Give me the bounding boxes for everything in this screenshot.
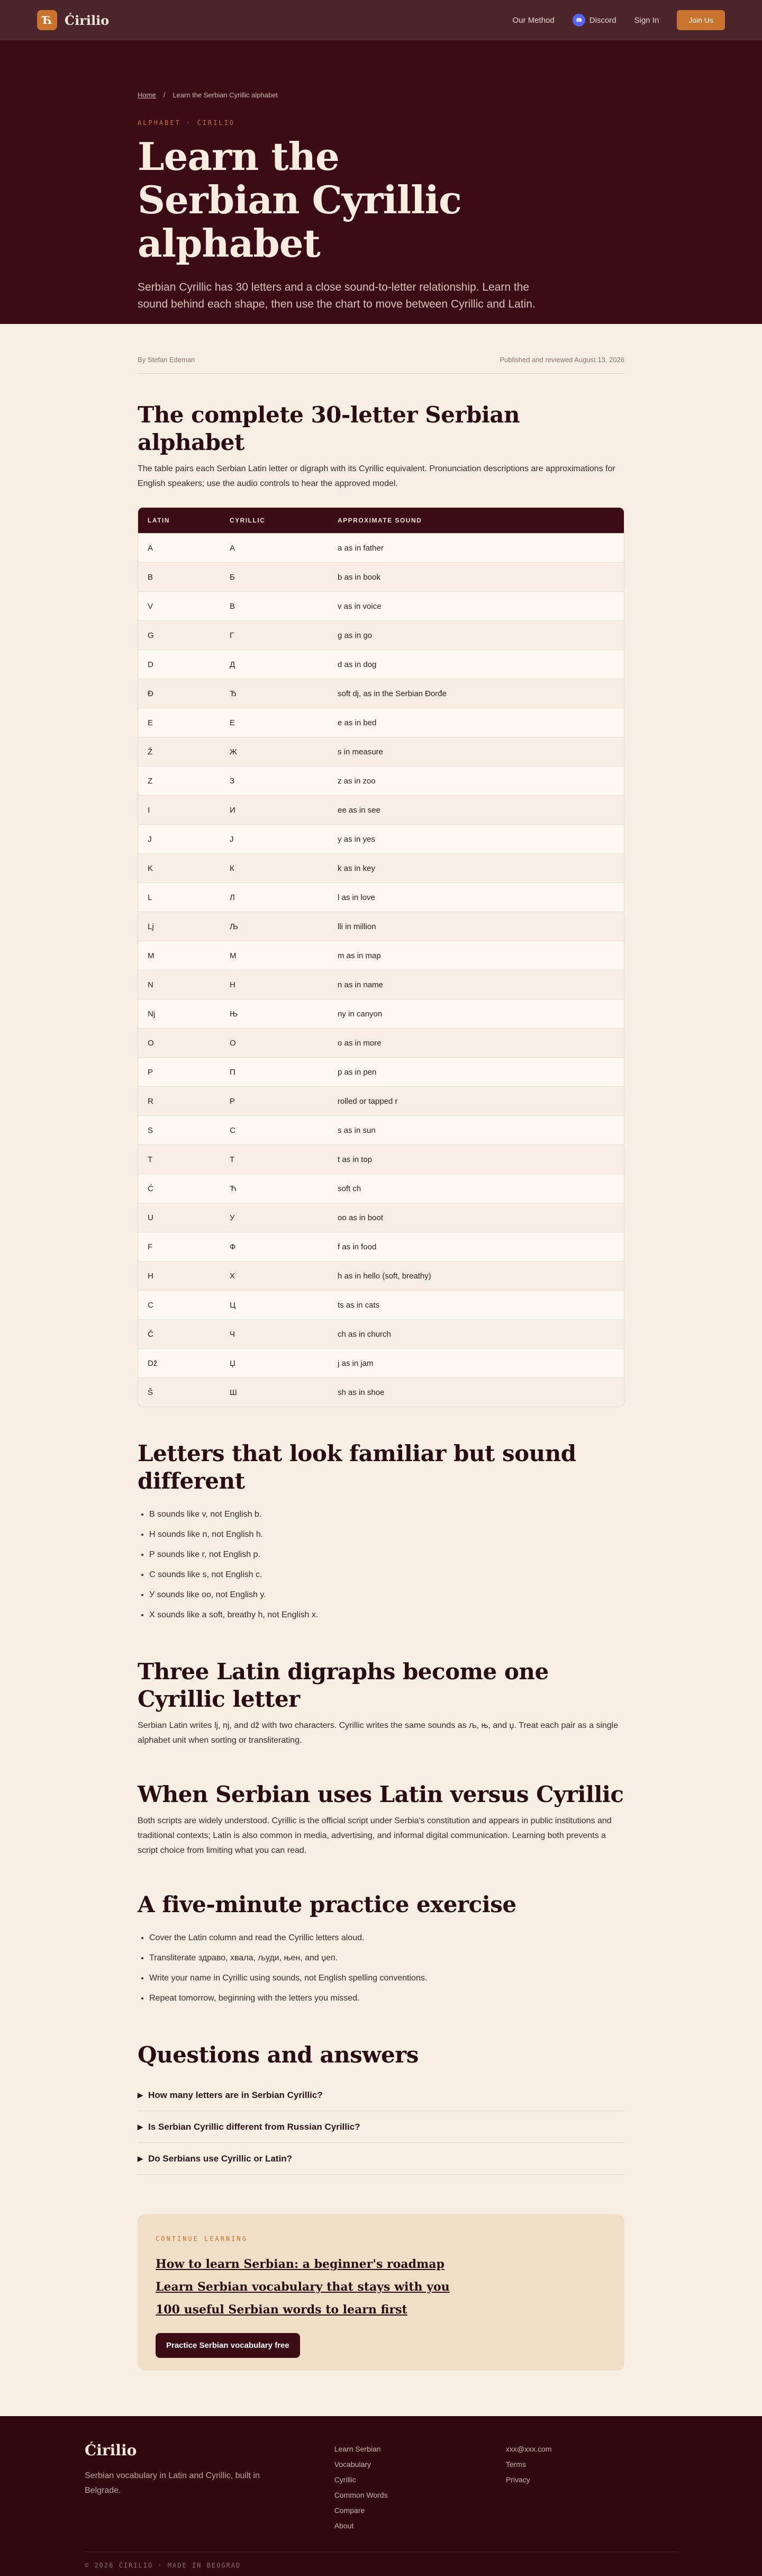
cyrillic-letter: Џ — [230, 1358, 235, 1368]
footer-links-legal — [506, 2442, 677, 2534]
table-row — [138, 708, 624, 737]
breadcrumb — [138, 91, 624, 99]
table-body — [138, 533, 624, 1407]
page-title: Learn the Serbian Cyrillic alphabet — [138, 134, 461, 266]
latin-letter: C — [148, 1300, 153, 1310]
faq-list — [138, 2079, 624, 2175]
cyrillic-letter: Ј — [230, 834, 234, 844]
approximate-sound: o as in more — [338, 1038, 382, 1048]
practice-vocabulary-button[interactable]: Practice Serbian vocabulary free — [156, 2333, 300, 2358]
published-date: Published and reviewed August 13, 2026 — [500, 356, 624, 364]
table-row — [138, 737, 624, 766]
alphabet-table — [138, 507, 624, 1407]
approximate-sound: oo as in boot — [338, 1213, 383, 1222]
cyrillic-letter: Ж — [230, 747, 237, 756]
familiar-list — [138, 1505, 624, 1625]
table-row — [138, 1203, 624, 1232]
cyrillic-letter: Ђ — [230, 689, 237, 698]
list-item: • Н sounds like n, not English h. — [149, 1525, 624, 1545]
latin-letter: T — [148, 1155, 153, 1164]
table-row — [138, 679, 624, 708]
cyrillic-letter: Е — [230, 718, 235, 727]
digraphs-text: Serbian Latin writes lj, nj, and dž with two characters. Cyrillic writes the same sounds as љ, њ, and џ. Treat each pair as a single alphabet unit when sorting or transliterating. — [138, 1721, 619, 1745]
brand-name: Ćirilio — [65, 12, 110, 28]
approximate-sound: ny in canyon — [338, 1009, 383, 1019]
usage-section — [138, 1781, 624, 1858]
footer-tagline: Serbian vocabulary in Latin and Cyrillic, built in Belgrade. — [85, 2471, 260, 2495]
latin-letter: G — [148, 631, 154, 640]
approximate-sound: soft dj, as in the Serbian Đorđe — [338, 689, 447, 698]
latin-letter: L — [148, 893, 152, 902]
nav-sign-in[interactable]: Sign In — [634, 15, 659, 25]
usage-heading: When Serbian uses Latin versus Cyrillic — [138, 1781, 624, 1807]
cyrillic-letter: В — [230, 601, 235, 611]
top-navigation — [0, 0, 762, 40]
latin-letter: M — [148, 951, 155, 960]
practice-heading: A five-minute practice exercise — [138, 1892, 516, 1917]
faq-question[interactable] — [138, 2143, 624, 2175]
cyrillic-letter: К — [230, 863, 234, 873]
list-item: • Repeat tomorrow, beginning with the letters you missed. — [149, 1988, 624, 2008]
approximate-sound: l as in love — [338, 893, 375, 902]
faq-section — [138, 2041, 624, 2175]
article — [138, 324, 624, 2371]
cyrillic-letter: Ц — [230, 1300, 236, 1310]
cyrillic-letter: А — [230, 543, 235, 553]
continue-link-100-words[interactable]: 100 useful Serbian words to learn first — [156, 2303, 407, 2317]
copyright: © 2026 ĆIRILIO · MADE IN BEOGRAD — [85, 2552, 677, 2569]
alphabet-heading: The complete 30-letter Serbian alphabet — [138, 402, 520, 455]
cyrillic-letter: З — [230, 776, 235, 786]
table-row — [138, 1028, 624, 1057]
approximate-sound: ts as in cats — [338, 1300, 380, 1310]
latin-letter: Č — [148, 1329, 153, 1339]
list-item: • Х sounds like a soft, breathy h, not English x. — [149, 1605, 624, 1625]
digraphs-section — [138, 1658, 624, 1748]
approximate-sound: p as in pen — [338, 1067, 377, 1077]
practice-section — [138, 1891, 624, 2008]
cyrillic-letter: Т — [230, 1155, 235, 1164]
approximate-sound: d as in dog — [338, 660, 377, 669]
hero — [0, 40, 762, 324]
footer-link[interactable]: Common Words — [334, 2491, 388, 2499]
latin-letter: Dž — [148, 1358, 158, 1368]
cyrillic-letter: Х — [230, 1271, 235, 1281]
cyrillic-letter: О — [230, 1038, 236, 1048]
practice-list — [138, 1928, 624, 2008]
table-row — [138, 1115, 624, 1145]
list-item: • Cover the Latin column and read the Cyrillic letters aloud. — [149, 1928, 624, 1948]
faq-question[interactable] — [138, 2079, 624, 2111]
approximate-sound: ch as in church — [338, 1329, 391, 1339]
approximate-sound: t as in top — [338, 1155, 373, 1164]
cyrillic-letter: Љ — [230, 922, 238, 931]
latin-letter: H — [148, 1271, 153, 1281]
cyrillic-letter: И — [230, 805, 235, 815]
list-item: • С sounds like s, not English c. — [149, 1565, 624, 1585]
approximate-sound: rolled or tapped r — [338, 1096, 398, 1106]
hero-eyebrow: ALPHABET · ĆIRILIO — [138, 119, 235, 127]
approximate-sound: y as in yes — [338, 834, 375, 844]
continue-link-roadmap[interactable]: How to learn Serbian: a beginner's roadmap — [156, 2257, 444, 2271]
cyrillic-letter: У — [230, 1213, 235, 1222]
latin-letter: P — [148, 1067, 153, 1077]
approximate-sound: z as in zoo — [338, 776, 376, 786]
list-item: • У sounds like oo, not English y. — [149, 1585, 624, 1605]
approximate-sound: v as in voice — [338, 601, 382, 611]
table-row — [138, 1145, 624, 1174]
cyrillic-letter: Р — [230, 1096, 235, 1106]
approximate-sound: h as in hello (soft, breathy) — [338, 1271, 431, 1281]
usage-text: Both scripts are widely understood. Cyrillic is the official script under Serbia's constitution and appears in public institutions and traditional contexts; Latin is also common in media, advertising, and informal digital communication. Learning both prevents a script choice from limiting what you can read. — [138, 1816, 612, 1855]
table-row — [138, 912, 624, 941]
approximate-sound: b as in book — [338, 572, 380, 582]
nav-our-method[interactable]: Our Method — [512, 15, 555, 25]
latin-letter: J — [148, 834, 152, 844]
main-nav — [513, 10, 725, 30]
table-row — [138, 650, 624, 679]
table-row — [138, 1232, 624, 1261]
cyrillic-letter: Њ — [230, 1009, 238, 1019]
list-item: • Transliterate здраво, хвала, људи, њен, and џеп. — [149, 1948, 624, 1968]
table-row — [138, 766, 624, 795]
footer-link[interactable]: About — [334, 2521, 354, 2530]
table-row — [138, 853, 624, 882]
approximate-sound: soft ch — [338, 1184, 361, 1193]
table-row — [138, 999, 624, 1028]
faq-question-label: Is Serbian Cyrillic different from Russian Cyrillic? — [148, 2121, 360, 2132]
approximate-sound: e as in bed — [338, 718, 377, 727]
cyrillic-letter: Л — [230, 893, 235, 902]
breadcrumb-current: Learn the Serbian Cyrillic alphabet — [173, 91, 278, 99]
cyrillic-letter: Ч — [230, 1329, 235, 1339]
disclosure-triangle-icon: ▶ — [138, 2091, 143, 2099]
approximate-sound: s as in sun — [338, 1125, 376, 1135]
author: By Stefan Edeman — [138, 356, 195, 364]
footer-link[interactable]: Compare — [334, 2506, 365, 2515]
table-row — [138, 1057, 624, 1086]
nav-discord-label: Discord — [589, 15, 616, 25]
discord-icon — [573, 14, 585, 26]
brand[interactable] — [37, 10, 109, 30]
approximate-sound: m as in map — [338, 951, 381, 960]
hero-intro: Serbian Cyrillic has 30 letters and a close sound-to-letter relationship. Learn the sound behind each shape, then use the chart to move between Cyrillic and Latin. — [138, 281, 536, 310]
cyrillic-letter: Д — [230, 660, 235, 669]
latin-letter: B — [148, 572, 153, 582]
footer-links-learn — [334, 2442, 506, 2534]
footer-link[interactable]: xxx@xxx.com — [505, 2445, 552, 2453]
cyrillic-letter: Г — [230, 631, 234, 640]
list-item: • Write your name in Cyrillic using sounds, not English spelling conventions. — [149, 1968, 624, 1988]
latin-letter: Nj — [148, 1009, 156, 1019]
approximate-sound: f as in food — [338, 1242, 377, 1251]
table-row — [138, 1174, 624, 1203]
approximate-sound: n as in name — [338, 980, 383, 989]
column-latin: LATIN — [148, 517, 170, 524]
disclosure-triangle-icon: ▶ — [138, 2122, 143, 2131]
table-row — [138, 795, 624, 824]
cyrillic-letter: Ћ — [230, 1184, 237, 1193]
join-button[interactable]: Join Us — [677, 10, 725, 30]
footer-brand-block — [85, 2442, 334, 2534]
approximate-sound: k as in key — [338, 863, 375, 873]
faq-heading: Questions and answers — [138, 2042, 419, 2068]
cyrillic-letter: С — [230, 1125, 235, 1135]
latin-letter: I — [148, 805, 150, 815]
table-header — [138, 508, 624, 533]
table-row — [138, 1348, 624, 1377]
article-meta — [138, 324, 624, 374]
cyrillic-letter: Ш — [230, 1388, 237, 1397]
cyrillic-letter: Н — [230, 980, 235, 989]
faq-question-label: How many letters are in Serbian Cyrillic? — [148, 2089, 323, 2100]
latin-letter: V — [148, 601, 153, 611]
footer-link[interactable]: Privacy — [505, 2475, 530, 2484]
approximate-sound: j as in jam — [338, 1358, 374, 1368]
latin-letter: Š — [148, 1388, 153, 1397]
table-row — [138, 941, 624, 970]
breadcrumb-separator: / — [163, 91, 166, 99]
familiar-heading: Letters that look familiar but sound different — [138, 1440, 576, 1494]
footer-brand[interactable]: Ćirilio — [85, 2442, 137, 2459]
approximate-sound: s in measure — [338, 747, 383, 756]
nav-discord[interactable] — [573, 14, 616, 26]
alphabet-description: The table pairs each Serbian Latin letter or digraph with its Cyrillic equivalent. Pronunciation descriptions are approximations for English speakers; use the audio controls to hear the approved model. — [138, 464, 615, 488]
table-row — [138, 1319, 624, 1348]
logo-icon: Ћ — [37, 10, 57, 30]
list-item: • В sounds like v, not English b. — [149, 1505, 624, 1525]
footer-link[interactable]: Terms — [505, 2460, 526, 2469]
table-row — [138, 533, 624, 562]
cyrillic-letter: Ф — [230, 1242, 236, 1251]
digraphs-heading: Three Latin digraphs become one Cyrillic letter — [138, 1659, 549, 1712]
cyrillic-letter: Б — [230, 572, 235, 582]
approximate-sound: g as in go — [338, 631, 373, 640]
table-row — [138, 591, 624, 620]
latin-letter: N — [148, 980, 153, 989]
latin-letter: O — [148, 1038, 154, 1048]
footer-link[interactable]: Cyrillic — [334, 2475, 356, 2484]
latin-letter: Lj — [148, 922, 154, 931]
table-row — [138, 1377, 624, 1407]
latin-letter: S — [148, 1125, 153, 1135]
table-row — [138, 562, 624, 591]
latin-letter: K — [148, 863, 153, 873]
footer — [0, 2416, 762, 2576]
table-row — [138, 882, 624, 912]
table-row — [138, 824, 624, 853]
latin-letter: F — [148, 1242, 153, 1251]
latin-letter: E — [148, 718, 153, 727]
approximate-sound: ee as in see — [338, 805, 380, 815]
latin-letter: Đ — [148, 689, 153, 698]
table-row — [138, 1261, 624, 1290]
table-row — [138, 970, 624, 999]
column-cyrillic: CYRILLIC — [230, 517, 266, 524]
faq-question-label: Do Serbians use Cyrillic or Latin? — [148, 2153, 293, 2164]
continue-link-vocabulary[interactable]: Learn Serbian vocabulary that stays with you — [156, 2280, 450, 2294]
disclosure-triangle-icon: ▶ — [138, 2154, 143, 2163]
latin-letter: Z — [148, 776, 153, 786]
table-row — [138, 620, 624, 650]
footer-link[interactable]: Vocabulary — [334, 2460, 371, 2469]
cyrillic-letter: П — [230, 1067, 235, 1077]
column-sound: APPROXIMATE SOUND — [338, 517, 422, 524]
latin-letter: U — [148, 1213, 153, 1222]
latin-letter: Ć — [148, 1184, 153, 1193]
continue-eyebrow: CONTINUE LEARNING — [156, 2235, 248, 2242]
latin-letter: R — [148, 1096, 153, 1106]
approximate-sound: sh as in shoe — [338, 1388, 385, 1397]
familiar-section — [138, 1440, 624, 1625]
approximate-sound: a as in father — [338, 543, 384, 553]
table-row — [138, 1086, 624, 1115]
table-row — [138, 1290, 624, 1319]
latin-letter: A — [148, 543, 153, 553]
breadcrumb-home[interactable]: Home — [138, 91, 156, 99]
cyrillic-letter: М — [230, 951, 237, 960]
footer-link[interactable]: Learn Serbian — [334, 2445, 381, 2453]
latin-letter: D — [148, 660, 153, 669]
approximate-sound: lli in million — [338, 922, 376, 931]
faq-question[interactable] — [138, 2111, 624, 2143]
list-item: • Р sounds like r, not English p. — [149, 1545, 624, 1565]
latin-letter: Ž — [148, 747, 153, 756]
continue-learning-card — [138, 2214, 624, 2371]
